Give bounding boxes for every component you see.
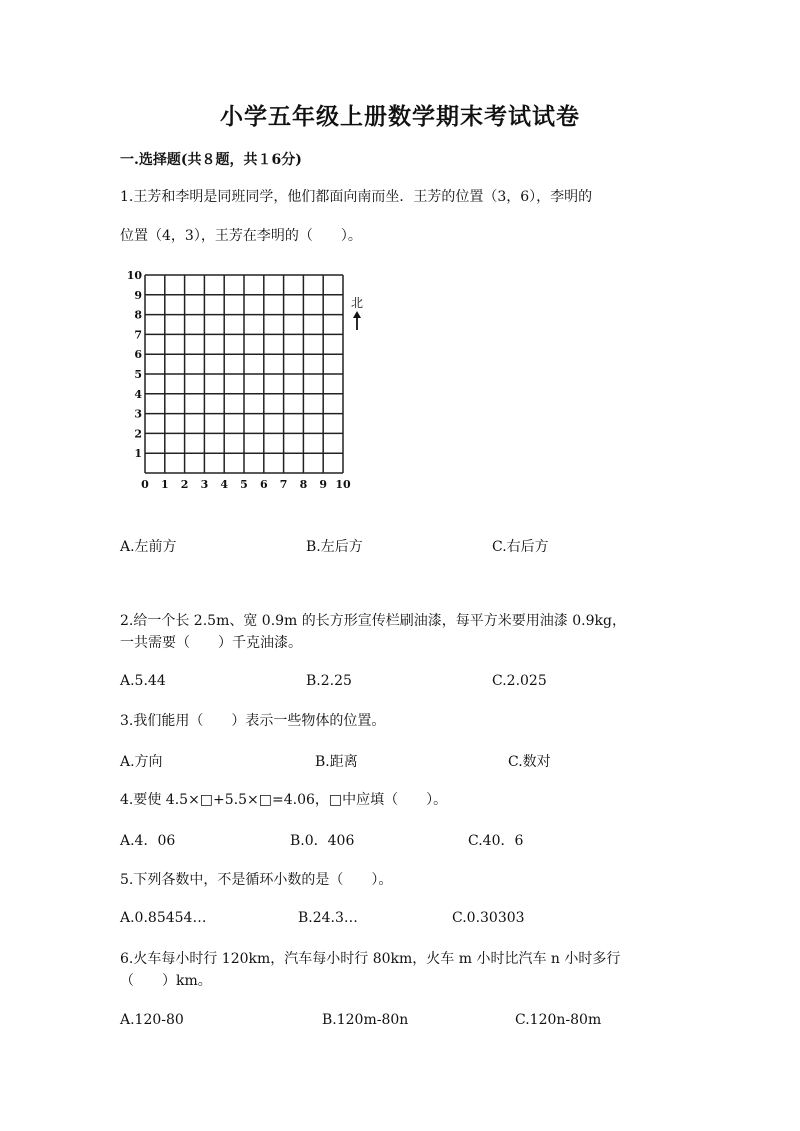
y-axis-label: 8 [134, 308, 142, 322]
question-2-line-1: 2.给一个长 2.5m、宽 0.9m 的长方形宣传栏刷油漆，每平方米要用油漆 0.9kg， [120, 613, 626, 629]
question-2-line-2: 一共需要（ ）千克油漆。 [120, 635, 302, 651]
section-heading: 一.选择题(共８题，共１6分) [120, 152, 302, 168]
question-4-line-1: 4.要使 4.5×□+5.5×□=4.06，□中应填（ ）。 [120, 792, 448, 808]
y-axis-label: 4 [134, 387, 142, 401]
y-axis-label: 6 [134, 348, 142, 362]
question-3-option-b[interactable]: B.距离 [315, 754, 358, 770]
question-5-option-a[interactable]: A.0.85454… [120, 910, 207, 926]
y-axis-label: 10 [126, 269, 142, 282]
question-4-option-a[interactable]: A.4．06 [120, 833, 176, 849]
x-axis-label: 9 [319, 478, 328, 491]
y-axis-label: 3 [134, 407, 142, 421]
question-5-option-c[interactable]: C.0.30303 [452, 910, 525, 926]
x-axis-label: 8 [299, 478, 308, 491]
x-axis-label: 1 [160, 478, 169, 491]
question-4-option-b[interactable]: B.0．406 [290, 833, 355, 849]
north-arrow-icon [353, 311, 361, 330]
question-2-option-b[interactable]: B.2.25 [306, 673, 352, 689]
x-axis-label: 3 [200, 478, 209, 491]
x-axis-label: 5 [240, 478, 248, 491]
question-1-option-c[interactable]: C.右后方 [492, 539, 549, 555]
y-axis-label: 1 [134, 447, 142, 461]
y-axis-label: 7 [134, 328, 142, 342]
coordinate-grid [126, 269, 364, 495]
question-6-line-1: 6.火车每小时行 120km，汽车每小时行 80km，火车 m 小时比汽车 n 小时多行 [120, 951, 621, 967]
question-6-option-a[interactable]: A.120-80 [120, 1012, 184, 1028]
question-5-line-1: 5.下列各数中，不是循环小数的是（ ）。 [120, 872, 393, 888]
x-axis-label: 2 [180, 478, 189, 491]
x-axis-label: 7 [279, 478, 288, 491]
question-1-option-b[interactable]: B.左后方 [306, 539, 363, 555]
x-axis-label: 4 [220, 478, 229, 491]
question-2-option-c[interactable]: C.2.025 [492, 673, 547, 689]
question-6-option-b[interactable]: B.120m-80n [322, 1012, 409, 1028]
question-3-option-c[interactable]: C.数对 [508, 754, 551, 770]
question-3-option-a[interactable]: A.方向 [120, 754, 163, 770]
question-6-option-c[interactable]: C.120n-80m [515, 1012, 602, 1028]
question-4-option-c[interactable]: C.40．6 [468, 833, 524, 849]
north-label: 北 [350, 296, 364, 310]
question-2-option-a[interactable]: A.5.44 [120, 673, 166, 689]
y-axis-label: 5 [134, 368, 142, 381]
question-3-line-1: 3.我们能用（ ）表示一些物体的位置。 [120, 713, 386, 729]
x-axis-label: 10 [335, 478, 351, 491]
question-1-line-2: 位置（4，3），王芳在李明的（ ）。 [120, 228, 362, 244]
x-axis-label: 6 [259, 478, 268, 491]
y-axis-label: 2 [134, 427, 142, 441]
question-1-line-1: 1.王芳和李明是同班同学，他们都面向南而坐．王芳的位置（3，6），李明的 [120, 189, 593, 205]
question-5-option-b[interactable]: B.24.3… [298, 910, 358, 926]
x-axis-label: 0 [141, 478, 149, 491]
question-6-line-2: （ ）km。 [120, 973, 212, 989]
y-axis-label: 9 [134, 288, 142, 302]
question-1-option-a[interactable]: A.左前方 [120, 539, 177, 555]
page-title: 小学五年级上册数学期末考试试卷 [220, 103, 580, 130]
coordinate-grid-svg [126, 269, 364, 495]
